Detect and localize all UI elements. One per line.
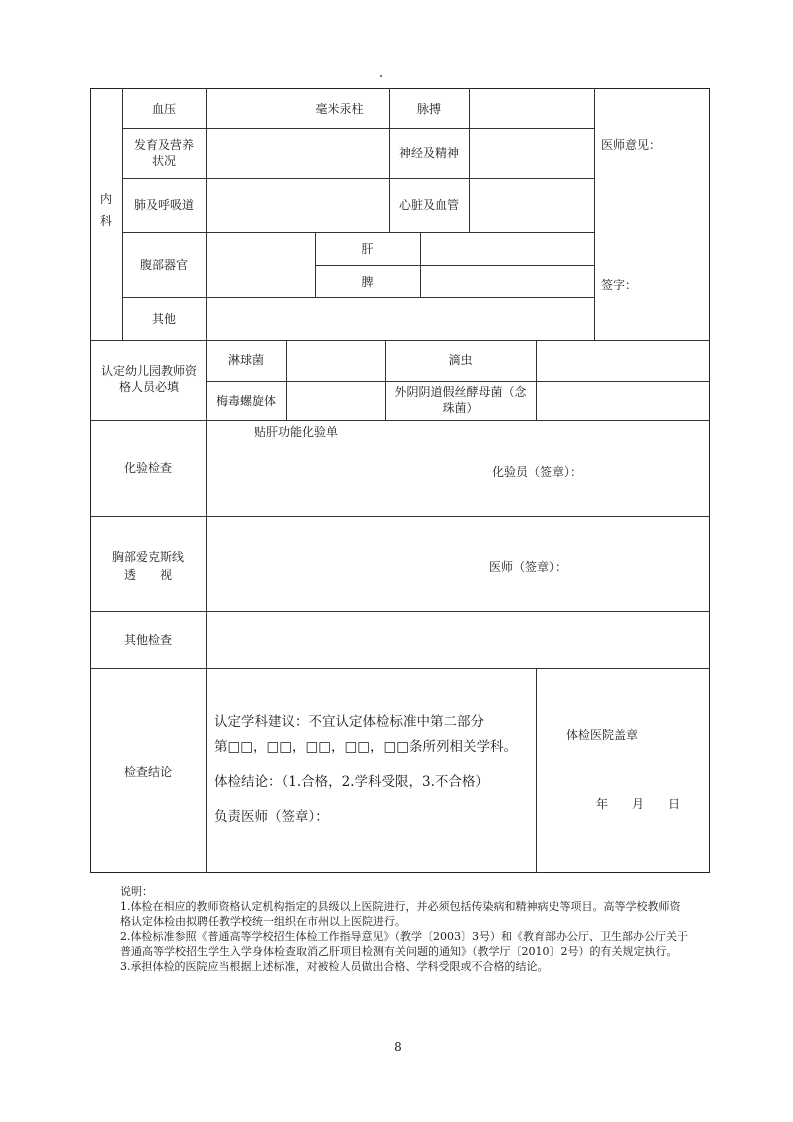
rule (90, 516, 710, 517)
date-label: 年 月 日 (596, 797, 681, 811)
rule (420, 232, 421, 297)
exam-result-options: 体检结论：（1.合格，2.学科受限，3.不合格） (214, 774, 489, 790)
xray-signer: 医师（签章）： (489, 560, 568, 574)
rule (122, 128, 594, 129)
internal-medicine-label: 内 科 (99, 192, 112, 228)
xray-label: 胸部爱克斯线 透 视 (111, 550, 184, 582)
rule (90, 668, 710, 669)
lab-note: 贴肝功能化验单 (254, 425, 339, 439)
notes-item-2: 2.体检标准参照《普通高等学校招生体检工作指导意见》（教学〔2003〕3号）和《教育部办公厅、卫生部办公厅关于普通高等学校招生学生入学身体检查取消乙肝项目检测有关问题的通知》（教学厅〔2010〕2号）的有关规定执行。 (120, 930, 688, 958)
notes-item-3: 3.承担体检的医院应当根据上述标准，对被检人员做出合格、学科受限或不合格的结论。 (120, 960, 549, 973)
rule (122, 297, 594, 298)
scan-speck (380, 75, 382, 77)
blood-pressure-label: 血压 (151, 102, 176, 116)
rule (469, 88, 470, 232)
subject-clause-numbers: 第□□，□□，□□，□□，□□条所列相关学科。 (214, 739, 518, 755)
rule (90, 420, 710, 421)
doctor-opinion-label: 医师意见： (601, 138, 662, 152)
neuro-label: 神经及精神 (398, 146, 459, 160)
hospital-stamp-label: 体检医院盖章 (566, 728, 639, 742)
notes-block (120, 884, 690, 974)
lab-label: 化验检查 (123, 461, 172, 475)
rule (90, 611, 710, 612)
rule (122, 88, 123, 340)
heart-label: 心脏及血管 (398, 198, 459, 212)
lab-signer: 化验员（签章）： (492, 465, 583, 479)
signature-label: 签字： (601, 278, 638, 292)
notes-title: 说明： (120, 885, 153, 898)
rule (536, 668, 537, 873)
syphilis-label: 梅毒螺旋体 (215, 394, 276, 408)
other-exam-label: 其他检查 (123, 633, 172, 647)
rule (315, 265, 594, 266)
responsible-doctor-label: 负责医师（签章）： (214, 809, 329, 825)
rule (536, 340, 537, 420)
gonococcus-label: 淋球菌 (227, 353, 264, 367)
spleen-label: 脾 (361, 275, 374, 289)
pulse-label: 脉搏 (416, 102, 441, 116)
lungs-label: 肺及呼吸道 (133, 198, 194, 212)
rule (286, 340, 287, 420)
rule (122, 178, 594, 179)
rule (122, 232, 594, 233)
blood-pressure-unit: 毫米汞柱 (315, 102, 364, 116)
notes-item-1: 1.体检在相应的教师资格认定机构指定的县级以上医院进行，并必须包括传染病和精神病史等项目。高等学校教师资格认定体检由拟聘任教学校统一组织在市州以上医院进行。 (120, 900, 681, 928)
conclusion-label: 检查结论 (123, 765, 172, 779)
trichomonas-label: 滴虫 (448, 353, 473, 367)
rule (594, 88, 595, 340)
page-number: 8 (394, 1040, 402, 1054)
other-label: 其他 (151, 312, 176, 326)
rule (206, 381, 710, 382)
liver-label: 肝 (361, 242, 374, 256)
development-label: 发育及营养 状况 (133, 138, 194, 168)
abdomen-label: 腹部器官 (139, 258, 188, 272)
kindergarten-label: 认定幼儿园教师资 格人员必填 (100, 364, 197, 394)
rule (206, 88, 207, 873)
rule (90, 340, 710, 341)
subject-recommendation: 认定学科建议：不宜认定体检标准中第二部分 (214, 714, 484, 730)
candida-label: 外阴阴道假丝酵母菌（念 珠菌） (394, 385, 527, 415)
